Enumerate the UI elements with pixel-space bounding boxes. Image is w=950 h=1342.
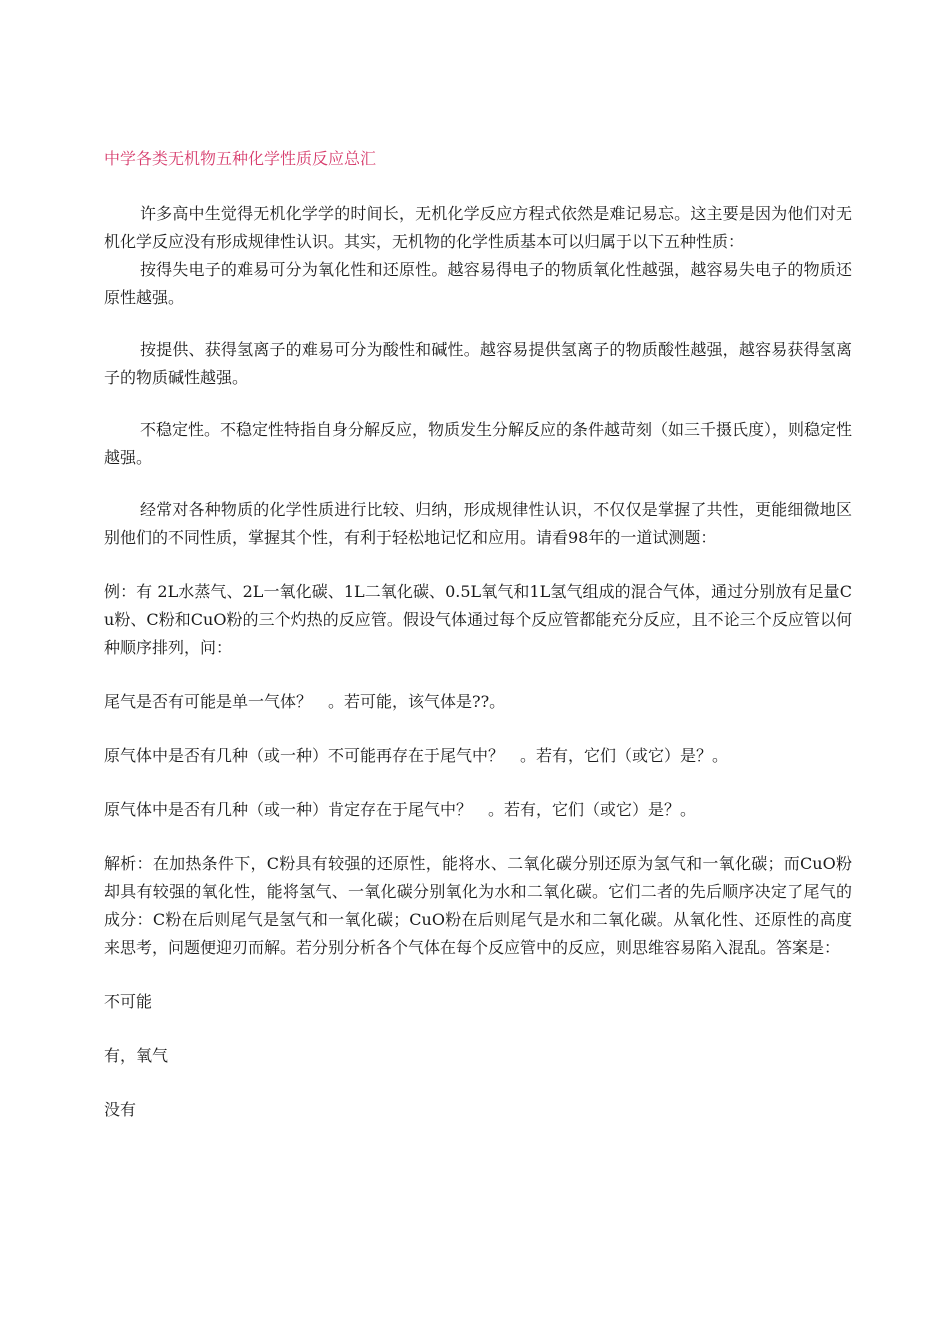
- intro-paragraph: 许多高中生觉得无机化学学的时间长，无机化学反应方程式依然是难记易忘。这主要是因为他们对无机化学反应没有形成规律性认识。其实，无机物的化学性质基本可以归属于以下五种性质：: [104, 204, 852, 251]
- question-3: 原气体中是否有几种（或一种）肯定存在于尾气中？ 。若有，它们（或它）是？。: [104, 800, 697, 819]
- answer-2: 有，氧气: [104, 1046, 169, 1065]
- acid-base-paragraph: 按提供、获得氢离子的难易可分为酸性和碱性。越容易提供氢离子的物质酸性越强，越容易获得氢离子的物质碱性越强。: [104, 340, 852, 387]
- document-title: 中学各类无机物五种化学性质反应总汇: [104, 149, 377, 168]
- answer-1: 不可能: [104, 992, 153, 1011]
- analysis-paragraph: 解析：在加热条件下，C粉具有较强的还原性，能将水、二氧化碳分别还原为氢气和一氧化碳；而CuO粉却具有较强的氧化性，能将氢气、一氧化碳分别氧化为水和二氧化碳。它们二者的先后顺序决定了尾气的成分：C粉在后则尾气是氢气和一氧化碳；CuO粉在后则尾气是水和二氧化碳。从氧化性、还原性的高度来思考，问题便迎刃而解。若分别分析各个气体在每个反应管中的反应，则思维容易陷入混乱。答案是：: [104, 854, 852, 957]
- question-2: 原气体中是否有几种（或一种）不可能再存在于尾气中？ 。若有，它们（或它）是？。: [104, 746, 729, 765]
- document-page: [104, 148, 852, 1124]
- example-paragraph: 例：有 2L水蒸气、2L一氧化碳、1L二氧化碳、0.5L氧气和1L氢气组成的混合气体，通过分别放有足量Cu粉、C粉和CuO粉的三个灼热的反应管。假设气体通过每个反应管都能充分反应，且不论三个反应管以何种顺序排列，问：: [104, 582, 852, 657]
- answer-3: 没有: [104, 1100, 137, 1119]
- summary-paragraph: 经常对各种物质的化学性质进行比较、归纳，形成规律性认识，不仅仅是掌握了共性，更能细微地区别他们的不同性质，掌握其个性，有利于轻松地记忆和应用。请看98年的一道试测题：: [104, 500, 852, 547]
- question-1: 尾气是否有可能是单一气体？ 。若可能，该气体是??。: [104, 692, 506, 711]
- stability-paragraph: 不稳定性。不稳定性特指自身分解反应，物质发生分解反应的条件越苛刻（如三千摄氏度），则稳定性越强。: [104, 420, 853, 467]
- redox-paragraph: 按得失电子的难易可分为氧化性和还原性。越容易得电子的物质氧化性越强，越容易失电子的物质还原性越强。: [104, 260, 852, 307]
